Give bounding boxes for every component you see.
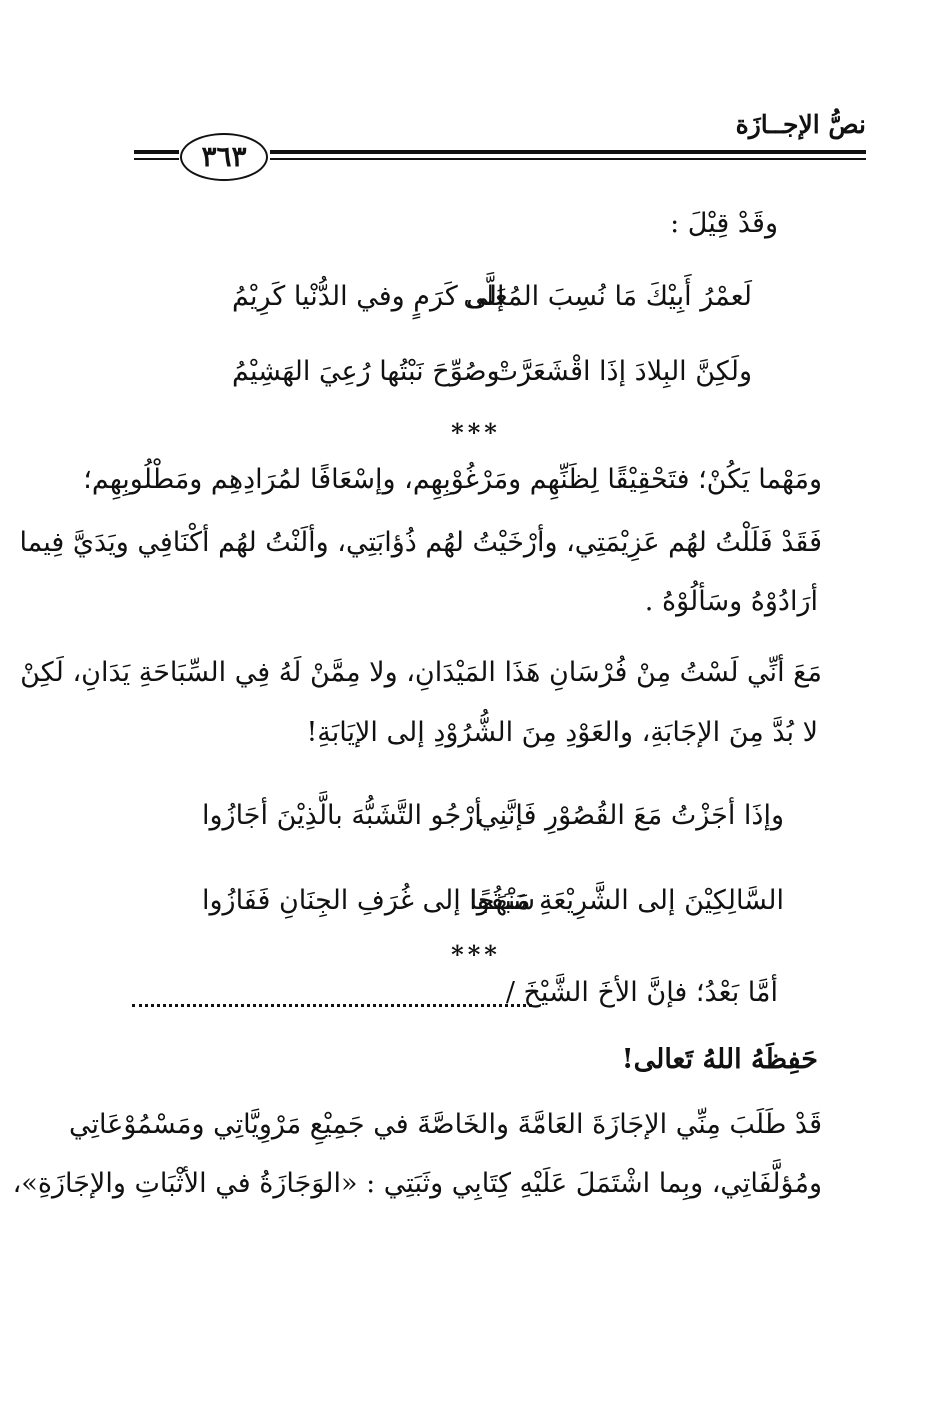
para2-line1: مَعَ أنِّي لَسْتُ مِنْ فُرْسَانِ هَذَا المَيْدَانِ، ولا مِمَّنْ لَهُ فِي السِّبَاحَةِ يَدَانِ، لَكِنْ: [20, 657, 822, 688]
verse2-second-hemistich: وصُوِّحَ نَبْتُها رُعِيَ الهَشِيْمُ: [232, 356, 500, 387]
hafizahu-line: حَفِظَهُ اللهُ تَعالى!: [621, 1044, 818, 1075]
section-separator: ***: [451, 418, 501, 447]
verse1-second-hemistich: إلى كَرَمٍ وفي الدُّنْيا كَرِيْمُ: [232, 281, 505, 312]
amma-bad-line: أمَّا بَعْدُ؛ فإنَّ الأخَ الشَّيْخَ /: [505, 977, 778, 1008]
verse2-first-hemistich: ولَكِنَّ البِلادَ إذَا اقْشَعَرَّتْ: [492, 356, 752, 387]
name-blank-dotted-line: [132, 1004, 532, 1007]
page-number: ٣٦٣: [180, 133, 268, 181]
verse3-first-hemistich: وإذَا أجَزْتُ مَعَ القُصُوْرِ فَإنَّنِي: [477, 800, 784, 831]
verse4-first-hemistich: السَّالِكِيْنَ إلى الشَّرِيْعَةِ مَنْهَجًا: [469, 885, 784, 916]
para2-line2: لا بُدَّ مِنَ الإجَابَةِ، والعَوْدِ مِنَ الشُّرُوْدِ إلى الإيَابَةِ!: [306, 717, 818, 748]
header-rule-right: [270, 150, 866, 160]
verse3-second-hemistich: أرْجُو التَّشَبُّهَ بالَّذِيْنَ أجَازُوا: [202, 800, 482, 831]
verse1-first-hemistich: لَعمْرُ أَبِيْكَ مَا نُسِبَ المُعَلَّى: [463, 281, 752, 312]
running-header-title: نصُّ الإجــازَة: [735, 110, 866, 139]
para1-line2: فَقَدْ فَلَلْتُ لهُم عَزِيْمَتِي، وأرْخَيْتُ لهُم ذُؤابَتِي، وألَنْتُ لهُم أكْنَافِي ويَدَيَّ فِيما: [19, 527, 822, 558]
header-rule-left: [134, 150, 179, 160]
closing-line2: ومُؤلَّفَاتِي، وبِما اشْتَمَلَ عَلَيْهِ كِتَابِي وثَبَتِي : «الوَجَازَةُ في الأثْبَاتِ والإجَازَةِ»،: [12, 1168, 822, 1199]
closing-line1: قَدْ طَلَبَ مِنِّي الإجَازَةَ العَامَّةَ والخَاصَّةَ في جَمِيْعِ مَرْوِيَّاتِي ومَسْمُوْعَاتِي: [68, 1109, 822, 1140]
intro-line: وقَدْ قِيْلَ :: [670, 208, 778, 239]
verse4-second-hemistich: سَبَقُوا إلى غُرَفِ الجِنَانِ فَفَازُوا: [202, 885, 536, 916]
para1-line3: أرَادُوْهُ وسَألُوْهُ .: [644, 586, 818, 617]
para1-line1: ومَهْما يَكُنْ؛ فتَحْقِيْقًا لِظَنِّهِم ومَرْغُوْبِهِم، وإسْعَافًا لمُرَادِهِم ومَطْلُوبِهِم؛: [83, 464, 822, 495]
section-separator-2: ***: [451, 940, 501, 969]
